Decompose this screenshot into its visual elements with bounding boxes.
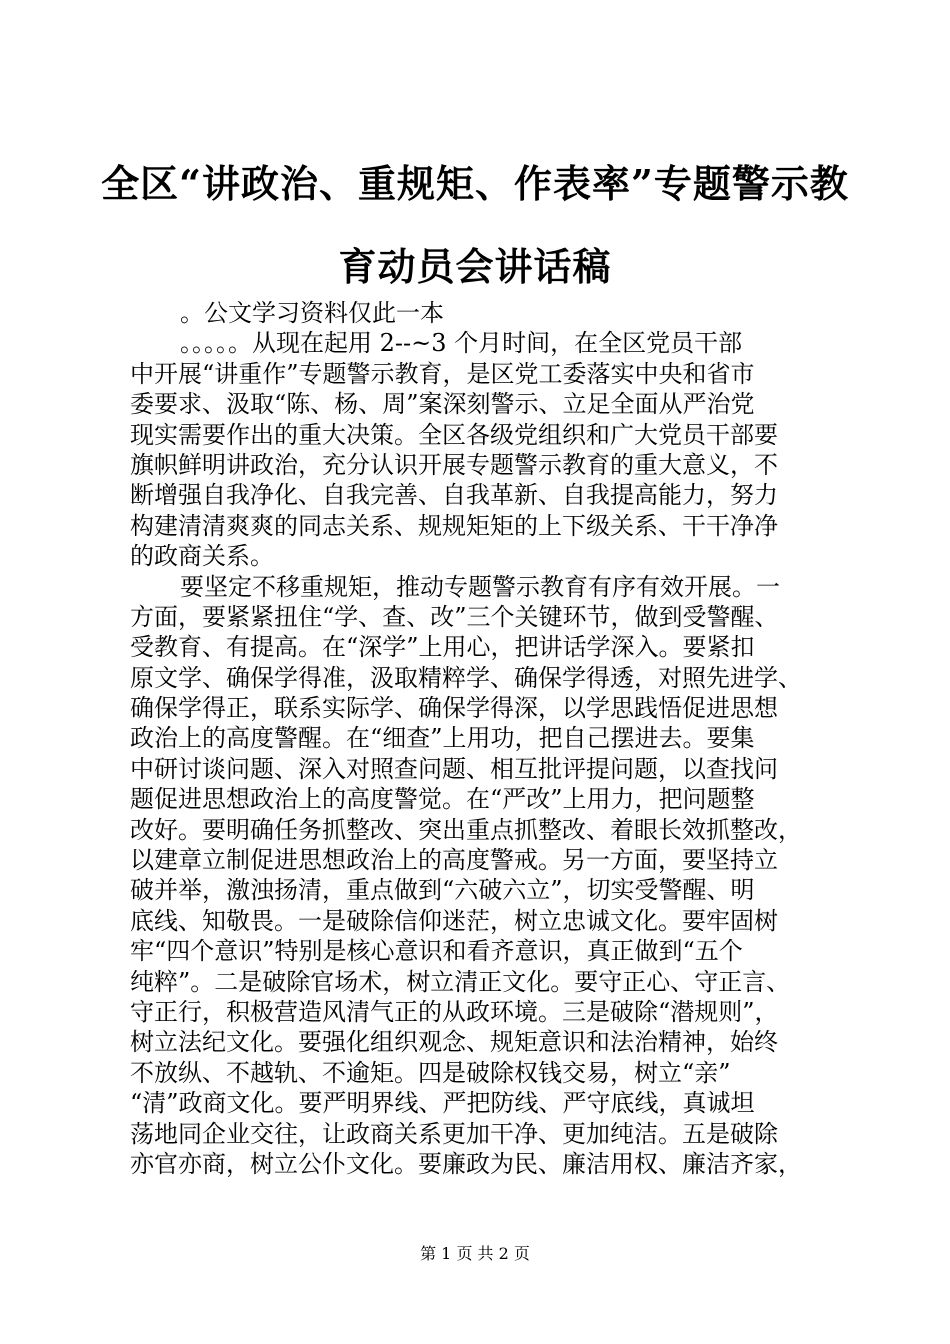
- body-text-line: 不放纵、不越轨、不逾矩。四是破除权钱交易，树立“亲”: [130, 1058, 731, 1087]
- body-text-line: 题促进思想政治上的高度警觉。在“严改”上用力，把问题整: [130, 785, 755, 814]
- body-text-line: 政治上的高度警醒。在“细查”上用功，把自己摆进去。要集: [130, 724, 755, 753]
- body-text-line: 的政商关系。: [130, 542, 274, 571]
- body-text-line: 纯粹”。二是破除官场术，树立清正文化。要守正心、守正言、: [130, 967, 791, 996]
- body-text-line: 底线、知敬畏。一是破除信仰迷茫，树立忠诚文化。要牢固树: [130, 906, 778, 935]
- body-text-line: 亦官亦商，树立公仆文化。要廉政为民、廉洁用权、廉洁齐家，: [130, 1149, 802, 1178]
- body-text-line: 委要求、汲取“陈、杨、周”案深刻警示、立足全面从严治党: [130, 390, 755, 419]
- body-text-line: 确保学得正，联系实际学、确保学得深，以学思践悟促进思想: [130, 694, 778, 723]
- document-title-line-2: 育动员会讲话稿: [338, 244, 612, 289]
- body-text-line: 破并举，激浊扬清，重点做到“六破六立”，切实受警醒、明: [130, 876, 755, 905]
- body-text-line: 现实需要作出的重大决策。全区各级党组织和广大党员干部要: [130, 420, 778, 449]
- body-text-line: 旗帜鲜明讲政治，充分认识开展专题警示教育的重大意义，不: [130, 450, 778, 479]
- body-text-line: “清”政商文化。要严明界线、严把防线、严守底线，真诚坦: [130, 1089, 755, 1118]
- body-text-line: 原文学、确保学得准，汲取精粹学、确保学得透，对照先进学、: [130, 663, 802, 692]
- body-text-line: 。。。。。从现在起用 2--~3 个月时间，在全区党员干部: [180, 329, 743, 358]
- body-text-line: 方面，要紧紧扭住“学、查、改”三个关键环节，做到受警醒、: [130, 602, 779, 631]
- body-text-line: 改好。要明确任务抓整改、突出重点抓整改、着眼长效抓整改，: [130, 815, 802, 844]
- document-body: [130, 298, 830, 1179]
- body-text-line: 树立法纪文化。要强化组织观念、规矩意识和法治精神，始终: [130, 1028, 778, 1057]
- body-text-line: 断增强自我净化、自我完善、自我革新、自我提高能力，努力: [130, 481, 778, 510]
- body-text-line: 要坚定不移重规矩，推动专题警示教育有序有效开展。一: [180, 572, 780, 601]
- body-text-line: 守正行，积极营造风清气正的从政环境。三是破除“潜规则”，: [130, 997, 779, 1026]
- body-text-line: 受教育、有提高。在“深学”上用心，把讲话学深入。要紧扣: [130, 633, 755, 662]
- body-text-line: 以建章立制促进思想政治上的高度警戒。另一方面，要坚持立: [130, 846, 778, 875]
- body-text-line: 中开展“讲重作”专题警示教育，是区党工委落实中央和省市: [130, 359, 755, 388]
- body-text-line: 荡地同企业交往，让政商关系更加干净、更加纯洁。五是破除: [130, 1119, 778, 1148]
- body-text-line: 构建清清爽爽的同志关系、规规矩矩的上下级关系、干干净净: [130, 511, 778, 540]
- body-text-line: 牢“四个意识”特别是核心意识和看齐意识，真正做到“五个: [130, 937, 743, 966]
- page-footer: 第 1 页 共 2 页: [420, 1244, 530, 1263]
- document-title-line-1: 全区“讲政治、重规矩、作表率”专题警示教: [101, 161, 849, 206]
- body-text-line: 中研讨谈问题、深入对照查问题、相互批评提问题，以查找问: [130, 754, 778, 783]
- body-text-line: 。公文学习资料仅此一本: [180, 299, 444, 327]
